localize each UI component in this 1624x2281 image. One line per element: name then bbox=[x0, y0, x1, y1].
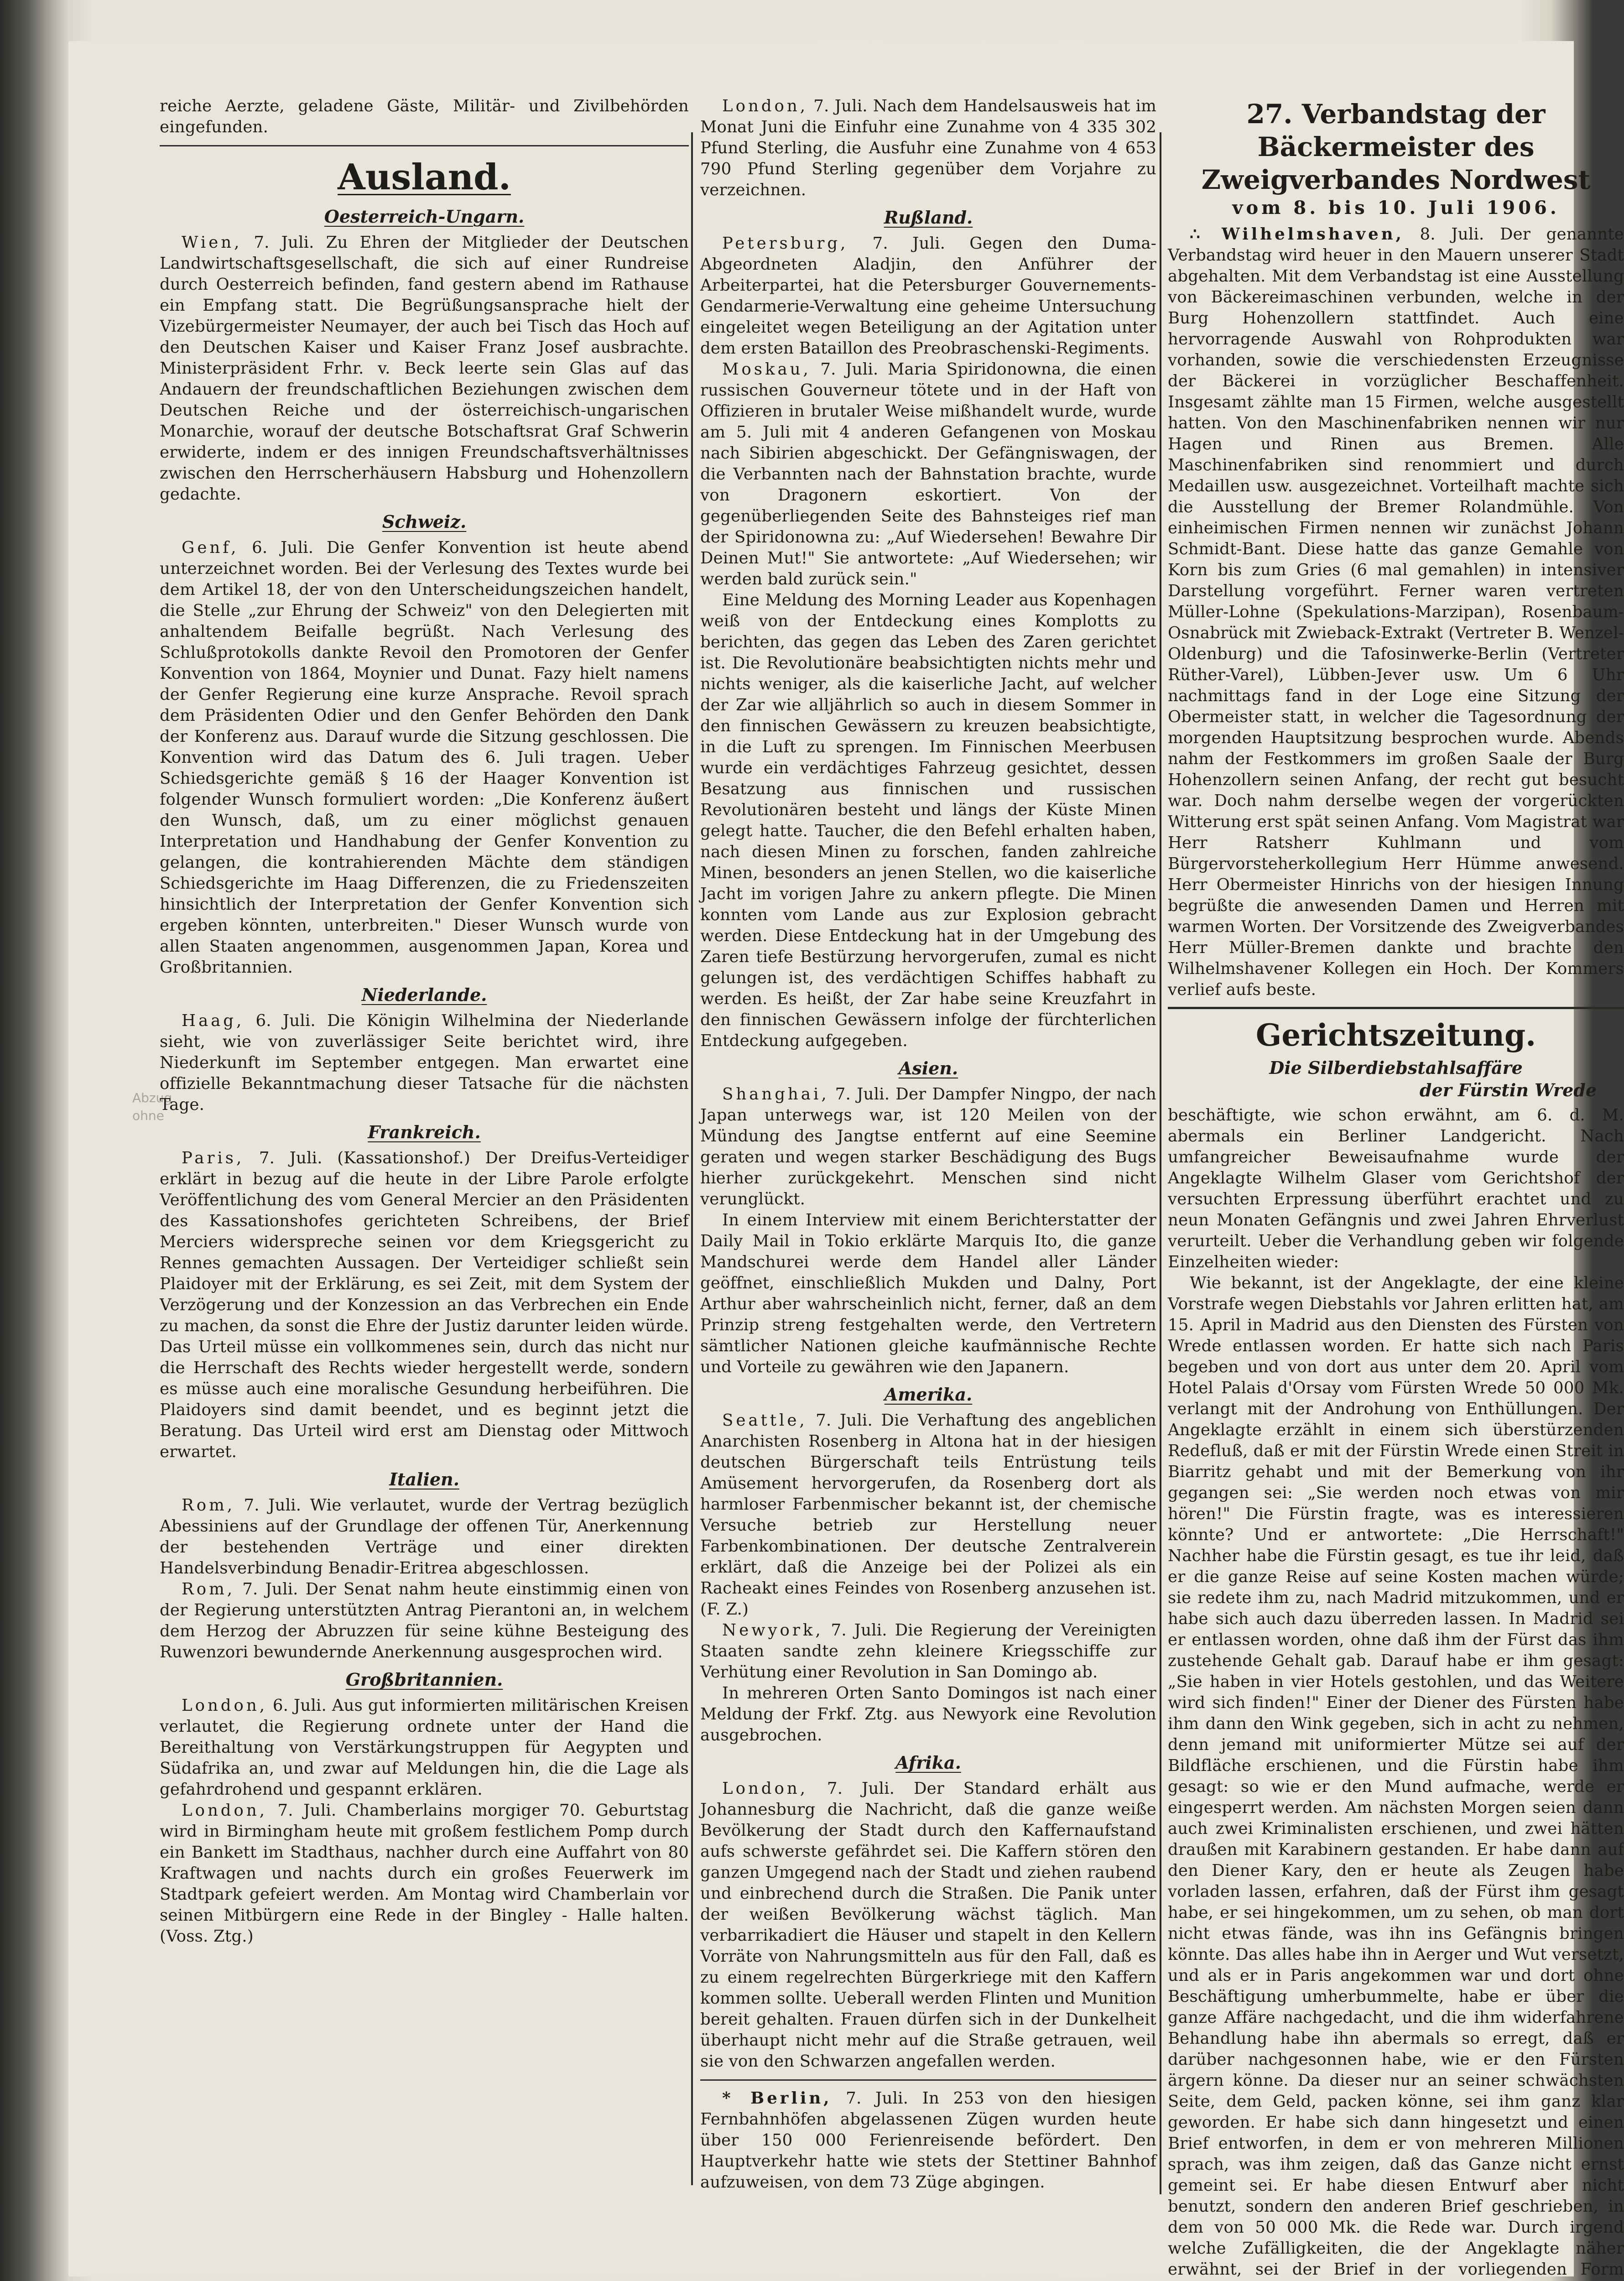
dateline-place: Rom, bbox=[182, 1496, 235, 1515]
dateline-place: Shanghai, bbox=[722, 1085, 829, 1104]
subsection-heading: Afrika. bbox=[895, 1752, 961, 1773]
dateline-place: Paris, bbox=[182, 1149, 245, 1167]
margin-mark: ohne bbox=[132, 1108, 164, 1123]
news-text: 7. Juli. (Kassationshof.) Der Dreifus-Verteidiger erklärt in bezug auf die heute in der Libre Parole erfolgte Veröffentlichung des vom General Mercier an den Präsidenten des Kassationshofes gerichteten Schreibens, der Brief Merciers widerspreche seinen vor dem Kriegsgericht zu Rennes gemachten Aussagen. Der Verteidiger schließt sein Plaidoyer mit der Erklärung, es sei Zeit, mit dem System der Verzögerung und der Konzession an das Verbrechen ein Ende zu machen, da sonst die Ehre der Justiz darunter leiden würde. Das Urteil müsse ein vollkommenes sein, durch das nicht nur die Herrschaft des Rechts wieder hergestellt werde, sondern es müsse auch eine moralische Gesundung herbeiführen. Die Plaidoyers sind damit beendet, und es beginnt jetzt die Beratung. Das Urteil wird erst am Dienstag oder Mittwoch erwartet. bbox=[160, 1149, 689, 1461]
dateline-place: London, bbox=[722, 97, 808, 115]
news-text: 7. Juli. Die Verhaftung des angeblichen Anarchisten Rosenberg in Altona hat in der hiesigen deutschen Bürgerschaft teils Entrüstung teils Amüsement hervorgerufen, da Rosenberg dort als harmloser Farbenmischer bekannt ist, der chemische Versuche betrieb zur Herstellung neuer Farbenkombinationen. Der deutsche Zentralverein erklärt, daß die Anzeige bei der Polizei als ein Racheakt eines Feindes von Rosenberg anzusehen ist. (F. Z.) bbox=[700, 1411, 1156, 1619]
news-text: 6. Juli. Die Königin Wilhelmina der Niederlande sieht, wie von zuverlässiger Seite berichtet wird, ihre Niederkunft im September entgegen. Man erwartet eine offizielle Bekanntmachung dieser Tatsache für die nächsten Tage. bbox=[160, 1011, 689, 1114]
news-text: 7. Juli. Der Dampfer Ningpo, der nach Japan unterwegs war, ist 120 Meilen von der Mündung des Jangtse entfernt auf eine Seemine geraten und wegen starker Beschädigung des Bugs hierher zurückgekehrt. Menschen sind nicht verunglückt. bbox=[700, 1085, 1156, 1208]
news-item bbox=[160, 232, 689, 505]
dateline-place: London, bbox=[182, 1801, 268, 1820]
news-text: 7. Juli. Maria Spiridonowna, die einen russischen Gouverneur tötete und in der Haft von Offizieren in brutaler Weise mißhandelt wurde, wurde am 5. Juli mit 4 anderen Gefangenen von Moskau nach Sibirien abgeschickt. Der Gefängniswagen, der die Verbannten nach der Bahnstation brachte, wurde von Dragonern eskortiert. Von der gegenüberliegenden Seite des Bahnsteiges rief man der Spiridonowna zu: „Auf Wiedersehen! Bewahre Dir Deinen Mut!" Sie antwortete: „Auf Wiedersehen; wir werden bald zurück sein." bbox=[700, 360, 1156, 588]
col2-sections bbox=[700, 207, 1156, 2072]
section-divider bbox=[1168, 1007, 1624, 1009]
subsection-heading: Frankreich. bbox=[368, 1122, 481, 1142]
dateline-place: London, bbox=[182, 1696, 268, 1715]
news-text: 7. Juli. Zu Ehren der Mitglieder der Deutschen Landwirtschaftsgesellschaft, die sich auf einer Rundreise durch Oesterreich befinden, fand gestern abend im Rathause ein Empfang statt. Die Begrüßungsansprache hielt der Vizebürgermeister Neumayer, der auch bei Tisch das Hoch auf den Deutschen Kaiser und Kaiser Franz Josef ausbrachte. Ministerpräsident Frhr. v. Beck leerte sein Glas auf das Andauern der freundschaftlichen Beziehungen zwischen dem Deutschen Reiche und der österreichisch-ungarischen Monarchie, worauf der deutsche Botschaftsrat Graf Schwerin erwiderte, indem er des innigen Freundschaftsverhältnisses zwischen den Herrscherhäusern Habsburg und Hohenzollern gedachte. bbox=[160, 233, 689, 504]
news-item bbox=[160, 1800, 689, 1947]
divider bbox=[160, 145, 689, 146]
subsection-heading: Niederlande. bbox=[361, 984, 487, 1005]
news-item bbox=[700, 1210, 1156, 1378]
subsection-heading: Rußland. bbox=[884, 207, 973, 228]
section-heading-gerichtszeitung: Gerichtszeitung. bbox=[1255, 1017, 1536, 1053]
footer-news-item bbox=[700, 2088, 1156, 2193]
dateline-place: Newyork, bbox=[722, 1621, 823, 1640]
subsection-heading: Asien. bbox=[898, 1058, 958, 1078]
subsection-heading: Schweiz. bbox=[382, 511, 467, 532]
col1-sections bbox=[160, 206, 689, 1947]
margin-mark: Abzug bbox=[132, 1090, 172, 1105]
column-rule-1 bbox=[691, 132, 693, 2185]
article-title: 27. Verbandstag der Bäckermeister des Zweigverbandes Nordwest bbox=[1201, 99, 1591, 195]
column-rule-2 bbox=[1160, 132, 1161, 2194]
court-paragraph: beschäftigte, wie schon erwähnt, am 6. d. M. abermals ein Berliner Landgericht. Nach umfangreicher Beweisaufnahme wurde der Angeklagte Wilhelm Glaser vom Gerichtshof der versuchten Erpressung überführt erachtet und zu neun Monaten Gefängnis und zwei Jahren Ehrverlust verurteilt. Ueber die Verhandlung geben wir folgende Einzelheiten wieder: bbox=[1168, 1106, 1624, 1271]
news-item bbox=[160, 1010, 689, 1115]
news-text: 7. Juli. In 253 von den hiesigen Fernbahnhöfen abgelassenen Zügen wurden heute über 150 000 Ferienreisende befördert. Den Hauptverkehr hatte wie stets der Stettiner Bahnhof aufzuweisen, von dem 73 Züge abgingen. bbox=[700, 2089, 1156, 2192]
news-item bbox=[700, 233, 1156, 359]
dateline-place: Wien, bbox=[182, 233, 242, 252]
news-text: 7. Juli. Nach dem Handelsausweis hat im Monat Juni die Einfuhr eine Zunahme von 4 335 302 Pfund Sterling, die Ausfuhr eine Zunahme von 4 653 790 Pfund Sterling gegenüber dem Vorjahre zu verzeichnen. bbox=[700, 97, 1156, 199]
dateline-place: ∴ Wilhelmshaven, bbox=[1190, 225, 1404, 244]
news-text: 7. Juli. Gegen den Duma-Abgeordneten Aladjin, den Anführer der Arbeiterpartei, hat die Petersburger Gouvernements-Gendarmerie-Verwaltung eine geheime Untersuchung eingeleitet wegen Beteiligung an der Agitation unter dem ersten Bataillon des Preobraschenski-Regiments. bbox=[700, 234, 1156, 358]
news-item bbox=[700, 1410, 1156, 1620]
column-middle bbox=[700, 96, 1156, 2192]
news-text: 7. Juli. Wie verlautet, wurde der Vertrag bezüglich Abessiniens auf der Grundlage der offenen Tür, Anerkennung der bestehenden Verträge und einer direkten Handelsverbindung Benadir-Eritrea abgeschlossen. bbox=[160, 1496, 689, 1578]
dateline-place: Haag, bbox=[182, 1011, 245, 1030]
news-text: 7. Juli. Der Senat nahm heute einstimmig einen von der Regierung unterstützten Antrag Pierantoni an, in welchem dem Herzog der Abruzzen für seine kühne Besteigung des Ruwenzori bewundernde Anerkennung ausgesprochen wird. bbox=[160, 1580, 689, 1661]
news-text: 8. Juli. Der genannte Verbandstag wird heuer in den Mauern unserer Stadt abgehalten. Mit dem Verbandstag ist eine Ausstellung von Bäckereimaschinen verbunden, welche in der Burg Hohenzollern stattfindet. Auch eine hervorragende Auswahl von Rohprodukten war vorhanden, sowie die verschiedensten Erzeugnisse der Bäckerei in vorzüglicher Beschaffenheit. Insgesamt zählte man 15 Firmen, welche ausgestellt hatten. Von den Maschinenfabriken nennen wir nur Hagen und Rinen aus Bremen. Alle Maschinenfabriken sind renommiert und durch Medaillen usw. ausgezeichnet. Vorteilhaft machte sich die Ausstellung der Bremer Rolandmühle. Von einheimischen Firmen nennen wir zunächst Johann Schmidt-Bant. Diese hatte das ganze Gemahle von Korn bis zum Gries (6 mal gemahlen) in intensiver Darstellung vorgeführt. Ferner waren vertreten Müller-Lohne (Spekulations-Marzipan), Rosenbaum-Osnabrück mit Zwieback-Extrakt (Vertreter B. Wenzel-Oldenburg) und die Tafosinwerke-Berlin (Vertreter Rüther-Varel), Lübben-Jever usw. Um 6 Uhr nachmittags fand in der Loge eine Sitzung der Obermeister statt, in welcher die Tagesordnung der morgenden Hauptsitzung besprochen wurde. Abends nahm der Festkommers im großen Saale der Burg Hohenzollern seinen Anfang, der recht gut besucht war. Doch nahm derselbe wegen der vorgerückten Witterung erst spät seinen Anfang. Vom Magistrat war Herr Ratsherr Kuhlmann und vom Bürgervorsteherkollegium Herr Hümme anwesend. Herr Obermeister Hinrichs von der hiesigen Innung begrüßte die anwesenden Damen und Herren mit warmen Worten. Der Vorsitzende des Zweigverbandes Herr Müller-Bremen dankte und brachte den Wilhelmshavener Kollegen ein Hoch. Der Kommers verlief aufs beste. bbox=[1168, 225, 1624, 999]
dateline-place: Rom, bbox=[182, 1580, 235, 1599]
news-item bbox=[700, 1778, 1156, 2072]
news-item bbox=[160, 1148, 689, 1463]
news-text: 7. Juli. Die Regierung der Vereinigten Staaten sandte zehn kleinere Kriegsschiffe zur Verhütung einer Revolution in San Domingo ab. bbox=[700, 1621, 1156, 1682]
dateline-place: Genf, bbox=[182, 538, 239, 557]
court-article-subtitle: der Fürstin Wrede bbox=[1419, 1080, 1597, 1100]
news-item bbox=[700, 1683, 1156, 1746]
court-article-title: Die Silberdiebstahlsaffäre bbox=[1269, 1057, 1523, 1078]
section-heading-ausland: Ausland. bbox=[338, 156, 511, 198]
news-item bbox=[700, 96, 1156, 201]
newspaper-page bbox=[68, 41, 1624, 2279]
news-item bbox=[700, 590, 1156, 1052]
column-left bbox=[160, 96, 689, 2185]
news-text: 7. Juli. Chamberlains morgiger 70. Geburtstag wird in Birmingham heute mit großem festlichem Pomp durch ein Bankett im Stadthaus, nachher durch eine Auffahrt von 80 Kraftwagen und nachts durch ein großes Feuerwerk im Stadtpark gefeiert werden. Am Montag wird Chamberlain vor seinen Mitbürgern eine Rede in der Bingley - Halle halten. (Voss. Ztg.) bbox=[160, 1801, 689, 1946]
subsection-heading: Amerika. bbox=[884, 1384, 973, 1405]
column-right bbox=[1168, 96, 1624, 2279]
continued-text: reiche Aerzte, geladene Gäste, Militär- und Zivilbehörden eingefunden. bbox=[160, 97, 689, 136]
dateline-place: * Berlin, bbox=[722, 2089, 832, 2108]
news-text: Eine Meldung des Morning Leader aus Kopenhagen weiß von der Entdeckung eines Komplotts zu berichten, das gegen das Leben des Zaren gerichtet ist. Die Revolutionäre beabsichtigten nichts mehr und nichts weniger, als die kaiserliche Jacht, auf welcher der Zar wie alljährlich so auch in diesem Sommer in den finnischen Gewässern zu kreuzen beabsichtigte, in die Luft zu sprengen. Im Finnischen Meerbusen wurde ein verdächtiges Fahrzeug gesichtet, dessen Besatzung aus finnischen und russischen Revolutionären besteht und längs der Küste Minen gelegt hatte. Taucher, die den Befehl erhalten haben, nach diesen Minen zu forschen, fanden zahlreiche Minen, besonders an jenen Stellen, wo die kaiserliche Jacht im vorigen Jahre zu ankern pflegte. Die Minen konnten vom Lande aus zur Explosion gebracht werden. Diese Entdeckung hat in der Umgebung des Zaren tiefe Bestürzung hervorgerufen, zumal es nicht gelungen ist, des verdächtigen Schiffes habhaft zu werden. Es heißt, der Zar habe seine Kreuzfahrt in den finnischen Gewässern infolge der fürchterlichen Entdeckung aufgegeben. bbox=[700, 591, 1156, 1050]
news-item bbox=[700, 1620, 1156, 1683]
dateline-place: Moskau, bbox=[722, 360, 811, 379]
news-item bbox=[700, 359, 1156, 590]
news-item bbox=[160, 1495, 689, 1579]
news-text: 6. Juli. Die Genfer Konvention ist heute abend unterzeichnet worden. Bei der Verlesung des Textes wurde bei dem Artikel 18, der von den Unterscheidungszeichen handelt, die Stelle „zur Ehrung der Schweiz" von den Delegierten mit anhaltendem Beifalle begrüßt. Nach Verlesung des Schlußprotokolls dankte Revoil den Promotoren der Genfer Konvention von 1864, Moynier und Dunat. Fazy hielt namens der Genfer Regierung eine kurze Ansprache. Revoil sprach dem Präsidenten Odier und den Genfer Behörden den Dank der Konferenz aus. Darauf wurde die Sitzung geschlossen. Die Konvention wird das Datum des 6. Juli tragen. Ueber Schiedsgerichte gemäß § 16 der Haager Konvention ist folgender Wunsch formuliert worden: „Die Konferenz äußert den Wunsch, daß, um zu einer möglichst genauen Interpretation und Handhabung der Genfer Konvention zu gelangen, die kontrahierenden Mächte dem ständigen Schiedsgerichte im Haag Differenzen, die zu Friedenszeiten hinsichtlich der Interpretation der Genfer Konvention sich ergeben könnten, unterbreiten." Dieser Wunsch wurde von allen Staaten angenommen, ausgenommen Japan, Korea und Großbritannien. bbox=[160, 538, 689, 977]
divider bbox=[700, 2079, 1156, 2081]
news-text: In mehreren Orten Santo Domingos ist nach einer Meldung der Frkf. Ztg. aus Newyork eine Revolution ausgebrochen. bbox=[700, 1684, 1156, 1745]
dateline-place: Seattle, bbox=[722, 1411, 807, 1430]
subsection-heading: Oesterreich-Ungarn. bbox=[324, 206, 525, 227]
article-date: vom 8. bis 10. Juli 1906. bbox=[1232, 197, 1560, 219]
court-paragraph: Wie bekannt, ist der Angeklagte, der eine kleine Vorstrafe wegen Diebstahls vor Jahren erlitten hat, am 15. April in Madrid aus den Diensten des Fürsten von Wrede entlassen worden. Er hatte sich nach Paris begeben und von dort aus unter dem 20. April vom Hotel Palais d'Orsay vom Fürsten Wrede 50 000 Mk. verlangt mit der Androhung von Enthüllungen. Der Angeklagte erzählt in einem sich überstürzenden Redefluß, daß er mit der Fürstin Wrede einen Streit in Biarritz gehabt und mit der Bemerkung von ihr gegangen sei: „Sie werden noch etwas von mir hören!" Die Fürstin fragte, was es interessieren könnte? Und er antwortete: „Die Herrschaft!" Nachher habe die Fürstin gesagt, es tue ihr leid, daß er die ganze Reise auf seine Kosten machen würde; sie redete ihm zu, nach Madrid mitzukommen, und er habe sich auch dazu überreden lassen. In Madrid sei er entlassen worden, ohne daß ihm der Fürst das ihm zustehende Gehalt gab. Darauf habe er ihm gesagt: „Sie haben in vier Hotels gestohlen, und das Weitere wird sich finden!" Einer der Diener des Fürsten habe ihm dann den Wink gegeben, sich in acht zu nehmen, denn jemand mit uniformierter Mütze sei auf der Bildfläche erschienen, und die Fürstin habe ihm gesagt: so wie er den Mund aufmache, werde er eingesperrt werden. Am nächsten Morgen seien dann auch zwei Kriminalisten erschienen, und zwei hätten draußen mit Karabinern gestanden. Er habe dann auf den Diener Kary, den er heute als Zeugen habe vorladen lassen, erfahren, daß der Fürst ihm gesagt habe, er sei hingekommen, um zu sehen, ob man dort nicht etwas fände, was ihn ins Gefängnis bringen könnte. Das alles habe ihn in Aerger und Wut versetzt, und als er in Paris angekommen war und dort ohne Beschäftigung umherbummelte, habe er über die ganze Affäre nachgedacht, und die ihm widerfahrene Behandlung habe ihn abermals so erregt, daß er darüber nachgesonnen habe, wie er den Fürsten ärgern könne. Da dieser nur an seiner schwächsten Seite, dem Geld, packen könne, sei ihm ganz klar geworden. Er habe sich dann hingesetzt und einen Brief entworfen, in dem er von mehreren Millionen sprach, was ihm zeigen, daß das Ganze nicht ernst gemeint sei. Er habe diesen Entwurf aber nicht benutzt, sondern den anderen Brief geschrieben, in dem von 50 000 Mk. die Rede war. Durch irgend welche Zufälligkeiten, die der Angeklagte näher erwähnt, sei der Brief in der vorliegenden Form bbox=[1168, 1274, 1624, 2279]
news-text: In einem Interview mit einem Berichterstatter der Daily Mail in Tokio erklärte Marquis Ito, die ganze Mandschurei werde dem Handel aller Länder geöffnet, einschließlich Mukden und Dalny, Port Arthur aber wahrscheinlich nicht, ferner, daß an dem Prinzip streng festgehalten werde, den Vertretern sämtlicher Nationen gleiche kaufmännische Rechte und Vorteile zu gewähren wie den Japanern. bbox=[700, 1211, 1156, 1376]
news-item bbox=[160, 537, 689, 978]
dateline-place: London, bbox=[722, 1779, 808, 1798]
subsection-heading: Großbritannien. bbox=[345, 1669, 503, 1690]
news-item bbox=[1168, 224, 1624, 1000]
subsection-heading: Italien. bbox=[389, 1469, 459, 1489]
news-item bbox=[160, 1695, 689, 1800]
news-text: 7. Juli. Der Standard erhält aus Johannesburg die Nachricht, daß die ganze weiße Bevölkerung der Stadt durch den Kaffernaufstand aufs schwerste gefährdet sei. Die Kaffern stören den ganzen Umgegend nach der Stadt und ziehen raubend und einbrechend durch die Straßen. Die Panik unter der weißen Bevölkerung wächst täglich. Man verbarrikadiert die Häuser und stapelt in den Kellern Vorräte von Nahrungsmitteln aus für den Fall, daß es zu einem regelrechten Bürgerkriege mit den Kaffern kommen sollte. Ueberall werden Flinten und Munition bereit gehalten. Frauen dürfen sich in der Dunkelheit überhaupt nicht mehr auf die Straße getrauen, weil sie von den Schwarzen angefallen werden. bbox=[700, 1779, 1156, 2071]
dateline-place: Petersburg, bbox=[722, 234, 848, 253]
news-item bbox=[160, 1579, 689, 1663]
news-text: 6. Juli. Aus gut informierten militärischen Kreisen verlautet, die Regierung ordnete unter der Hand die Bereithaltung von Verstärkungstruppen für Aegypten und Südafrika an, und zwar auf Meldungen hin, die die Lage als gefahrdrohend und gespannt erklären. bbox=[160, 1696, 689, 1799]
news-item bbox=[700, 1084, 1156, 1210]
